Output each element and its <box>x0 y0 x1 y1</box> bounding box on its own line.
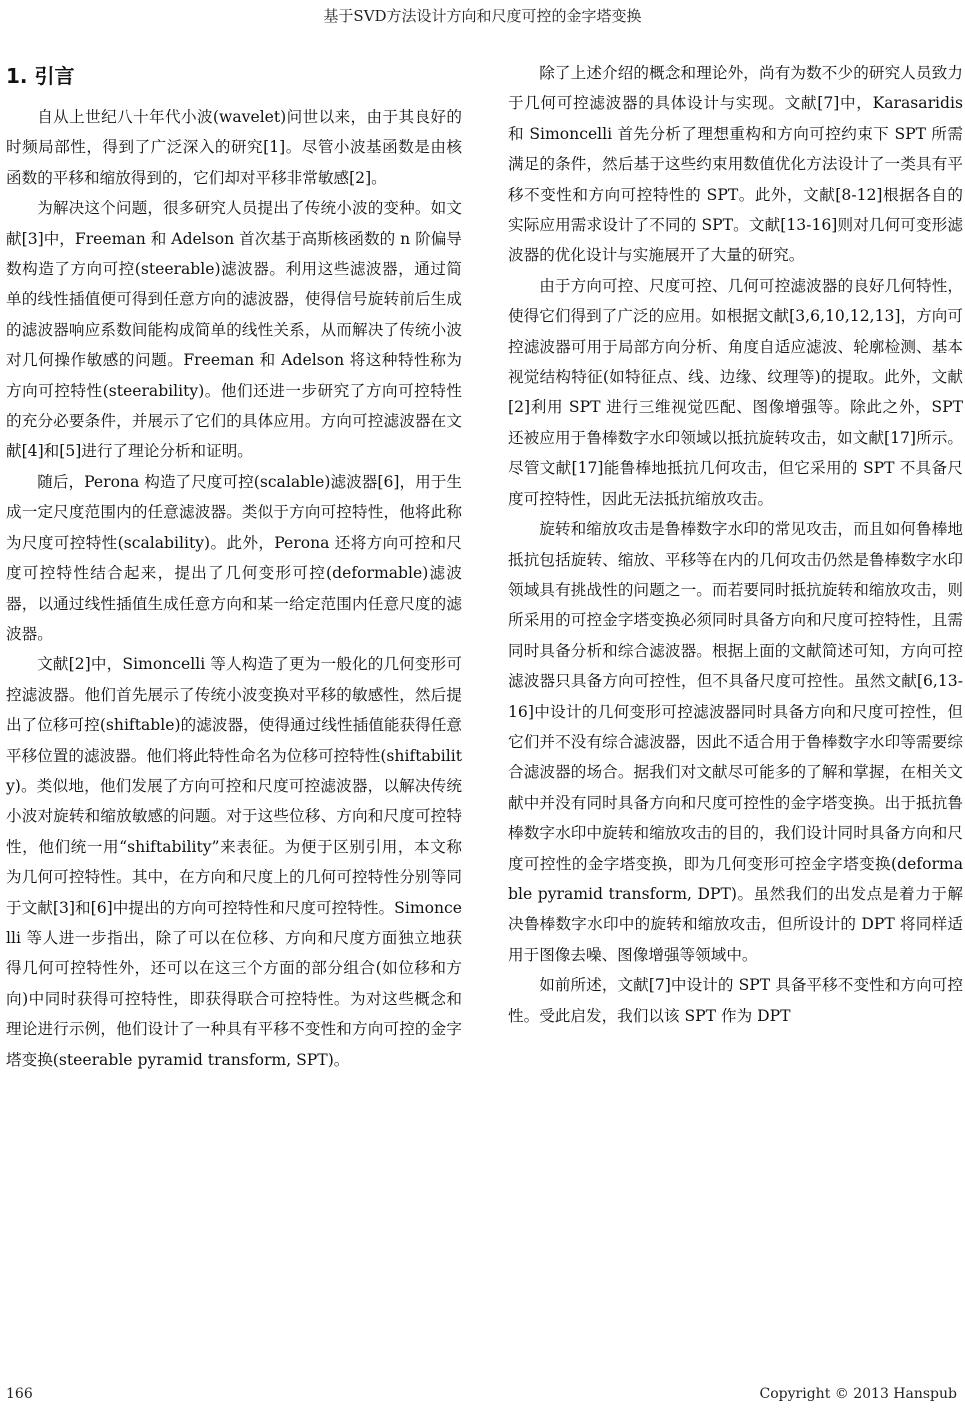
paragraph: 如前所述，文献[7]中设计的 SPT 具备平移不变性和方向可控性。受此启发，我们以该 SPT 作为 DPT <box>508 976 963 1025</box>
paragraph: 文献[2]中，Simoncelli 等人构造了更为一般化的几何变形可控滤波器。他们首先展示了传统小波变换对平移的敏感性，然后提出了位移可控(shiftable)的滤波器，使得通过线性插值能获得任意平移位置的滤波器。他们将此特性命名为位移可控特性(shiftability)。类似地，他们发展了方向可控和尺度可控滤波器，以解决传统小波对旋转和缩放敏感的问题。对于这些位移、方向和尺度可控特性，他们统一用“shiftability”来表征。为便于区别引用，本文称为几何可控特性。其中，在方向和尺度上的几何可控特性分别等同于文献[3]和[6]中提出的方向可控特性和尺度可控特性。Simoncelli 等人进一步指出，除了可以在位移、方向和尺度方面独立地获得几何可控特性外，还可以在这三个方面的部分组合(如位移和方向)中同时获得可控特性，即获得联合可控特性。为对这些概念和理论进行示例，他们设计了一种具有平移不变性和方向可控的金字塔变换(steerable pyramid transform, SPT)。 <box>6 655 462 1069</box>
paragraph: 自从上世纪八十年代小波(wavelet)问世以来，由于其良好的时频局部性，得到了广泛深入的研究[1]。尽管小波基函数是由核函数的平移和缩放得到的，它们却对平移非常敏感[2]。 <box>6 108 462 187</box>
paragraph: 为解决这个问题，很多研究人员提出了传统小波的变种。如文献[3]中，Freeman 和 Adelson 首次基于高斯核函数的 n 阶偏导数构造了方向可控(steerable)滤波器。利用这些滤波器，通过简单的线性插值便可得到任意方向的滤波器，使得信号旋转前后生成的滤波器响应系数间能构成简单的线性关系，从而解决了传统小波对几何操作敏感的问题。Freeman 和 Adelson 将这种特性称为方向可控特性(steerability)。他们还进一步研究了方向可控特性的充分必要条件，并展示了它们的具体应用。方向可控滤波器在文献[4]和[5]进行了理论分析和证明。 <box>6 199 462 461</box>
paragraph: 随后，Perona 构造了尺度可控(scalable)滤波器[6]，用于生成一定尺度范围内的任意滤波器。类似于方向可控特性，他将此称为尺度可控特性(scalability)。此外，Perona 还将方向可控和尺度可控特性结合起来，提出了几何变形可控(deformable)滤波器，以通过线性插值生成任意方向和某一给定范围内任意尺度的滤波器。 <box>6 472 462 643</box>
right-column <box>508 58 963 1031</box>
paragraph: 由于方向可控、尺度可控、几何可控滤波器的良好几何特性，使得它们得到了广泛的应用。如根据文献[3,6,10,12,13]，方向可控滤波器可用于局部方向分析、角度自适应滤波、轮廓检测、基本视觉结构特征(如特征点、线、边缘、纹理等)的提取。此外，文献[2]利用 SPT 进行三维视觉匹配、图像增强等。除此之外，SPT 还被应用于鲁棒数字水印领域以抵抗旋转攻击，如文献[17]所示。尽管文献[17]能鲁棒地抵抗几何攻击，但它采用的 SPT 不具备尺度可控特性，因此无法抵抗缩放攻击。 <box>508 276 963 508</box>
paragraph: 除了上述介绍的概念和理论外，尚有为数不少的研究人员致力于几何可控滤波器的具体设计与实现。文献[7]中，Karasaridis 和 Simoncelli 首先分析了理想重构和方向可控约束下 SPT 所需满足的条件，然后基于这些约束用数值优化方法设计了一类具有平移不变性和方向可控特性的 SPT。此外，文献[8-12]根据各自的实际应用需求设计了不同的 SPT。文献[13-16]则对几何可变形滤波器的优化设计与实施展开了大量的研究。 <box>508 64 963 265</box>
section-title: 1. 引言 <box>6 64 75 88</box>
paragraph: 旋转和缩放攻击是鲁棒数字水印的常见攻击，而且如何鲁棒地抵抗包括旋转、缩放、平移等在内的几何攻击仍然是鲁棒数字水印领域具有挑战性的问题之一。而若要同时抵抗旋转和缩放攻击，则所采用的可控金字塔变换必须同时具备方向和尺度可控特性，且需同时具备分析和综合滤波器。根据上面的文献简述可知，方向可控滤波器只具备方向可控性，但不具备尺度可控性。虽然文献[6,13-16]中设计的几何变形可控滤波器同时具备方向和尺度可控性，但它们并不没有综合滤波器，因此不适合用于鲁棒数字水印等需要综合滤波器的场合。据我们对文献尽可能多的了解和掌握，在相关文献中并没有同时具备方向和尺度可控性的金字塔变换。出于抵抗鲁棒数字水印中旋转和缩放攻击的目的，我们设计同时具备方向和尺度可控性的金字塔变换，即为几何变形可控金字塔变换(deformable pyramid transform, DPT)。虽然我们的出发点是着力于解决鲁棒数字水印中的旋转和缩放攻击，但所设计的 DPT 将同样适用于图像去噪、图像增强等领域中。 <box>508 520 963 964</box>
page-number: 166 <box>6 1386 33 1402</box>
copyright-notice: Copyright © 2013 Hanspub <box>759 1386 957 1402</box>
left-column <box>6 58 462 1075</box>
running-title: 基于SVD方法设计方向和尺度可控的金字塔变换 <box>323 7 642 25</box>
